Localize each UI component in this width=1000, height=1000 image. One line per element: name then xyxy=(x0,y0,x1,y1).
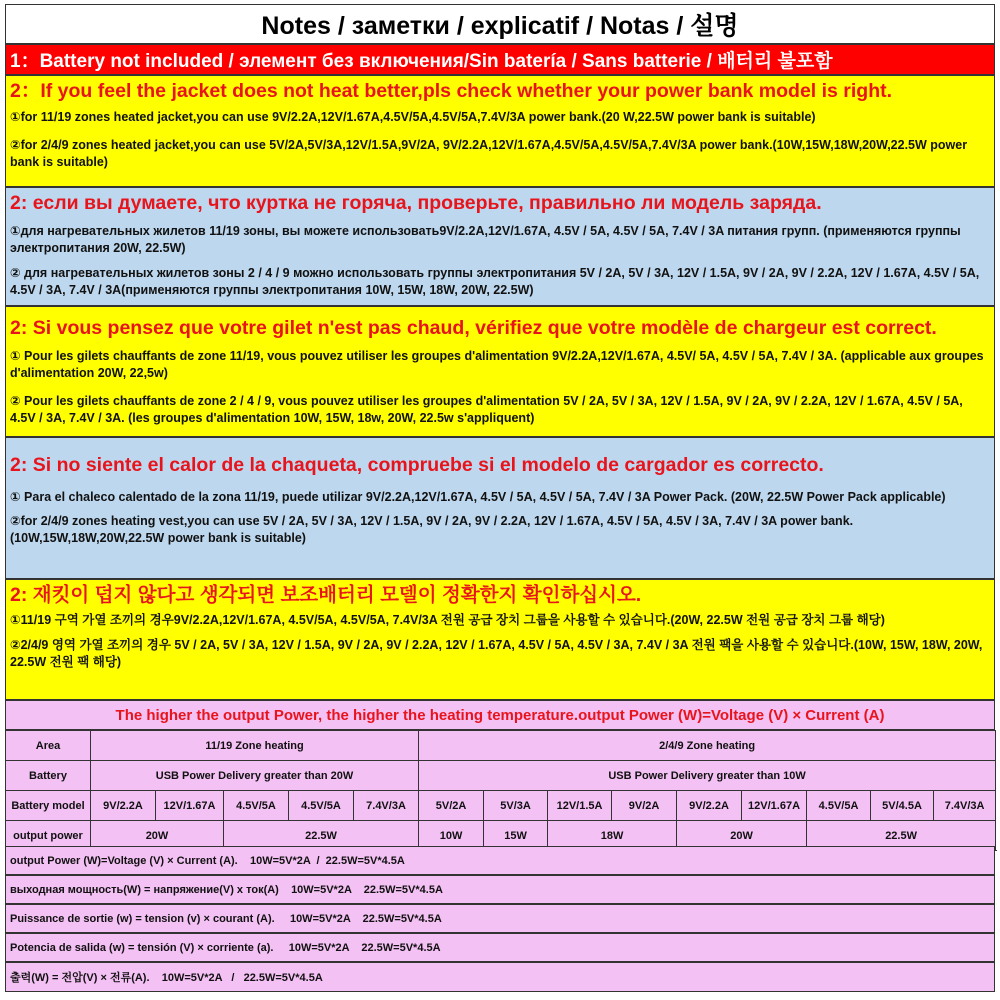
battery-model-cell: 12V/1.67A xyxy=(156,791,224,821)
area-2-4-9: 2/4/9 Zone heating xyxy=(419,731,996,761)
section-heading: 2: Si no siente el calor de la chaqueta, compruebe si el modelo de cargador es correcto. xyxy=(10,454,824,476)
formula-line-french: Puissance de sortie (w) = tension (v) × courant (A). 10W=5V*2A 22.5W=5V*4.5A xyxy=(5,904,995,933)
formula-line-spanish: Potencia de salida (w) = tensión (V) × corriente (a). 10W=5V*2A 22.5W=5V*4.5A xyxy=(5,933,995,962)
section-paragraph-2: ② для нагревательных жилетов зоны 2 / 4 / 9 можно использовать группы электропитания 5V / 2A, 5V / 3A, 12V / 1.5A, 9V / 2A, 9V / 2.2A, 12V / 1.67A, 4.5V / 5A, 4.5V / 3A, 7.4V / 3A(применяются группы электропитания 10W, 15W, 18W, 20W, 22.5W) xyxy=(10,266,980,297)
section-heading: 2: Si vous pensez que votre gilet n'est pas chaud, vérifiez que votre modèle de chargeur est correct. xyxy=(10,317,937,339)
battery-model-cell: 5V/4.5A xyxy=(871,791,934,821)
section-korean xyxy=(5,579,995,700)
row-label-battery: Battery xyxy=(6,761,91,791)
power-spec-table xyxy=(5,730,996,851)
page-title: Notes / заметки / explicatif / Notas / 설명 xyxy=(5,4,995,44)
row-label-battery-model: Battery model xyxy=(6,791,91,821)
table-row xyxy=(6,791,996,821)
formula-line-russian: выходная мощность(W) = напряжение(V) х ток(A) 10W=5V*2A 22.5W=5V*4.5A xyxy=(5,875,995,904)
output-power-cell: 18W xyxy=(548,821,677,851)
section-paragraph-1: ① Para el chaleco calentado de la zona 11/19, puede utilizar 9V/2.2A,12V/1.67A, 4.5V / 5A, 4.5V / 5A, 7.4V / 3A Power Pack. (20W, 22.5W Power Pack applicable) xyxy=(10,490,946,504)
battery-model-cell: 12V/1.5A xyxy=(548,791,612,821)
output-power-cell: 15W xyxy=(484,821,548,851)
row-label-output-power: output power xyxy=(6,821,91,851)
battery-model-cell: 9V/2.2A xyxy=(91,791,156,821)
section-paragraph-1: ①11/19 구역 가열 조끼의 경우9V/2.2A,12V/1.67A, 4.5V/5A, 4.5V/5A, 7.4V/3A 전원 공급 장치 그룹을 사용할 수 있습니다.(20W, 22.5W 전원 공급 장치 그룹 해당) xyxy=(10,613,885,627)
battery-model-cell: 5V/2A xyxy=(419,791,484,821)
battery-model-cell: 4.5V/5A xyxy=(224,791,289,821)
table-row xyxy=(6,761,996,791)
section-heading: 2: если вы думаете, что куртка не горяча, проверьте, правильно ли модель заряда. xyxy=(10,192,822,214)
formula-line-english: output Power (W)=Voltage (V) × Current (A). 10W=5V*2A / 22.5W=5V*4.5A xyxy=(5,846,995,875)
battery-model-cell: 7.4V/3A xyxy=(934,791,996,821)
section-english xyxy=(5,75,995,187)
output-power-cell: 22.5W xyxy=(224,821,419,851)
battery-requirement-20w: USB Power Delivery greater than 20W xyxy=(91,761,419,791)
section-paragraph-1: ①for 11/19 zones heated jacket,you can use 9V/2.2A,12V/1.67A,4.5V/5A,4.5V/5A,7.4V/3A power bank.(20 W,22.5W power bank is suitable) xyxy=(10,110,816,124)
section-paragraph-2: ②2/4/9 영역 가열 조끼의 경우 5V / 2A, 5V / 3A, 12V / 1.5A, 9V / 2A, 9V / 2.2A, 12V / 1.67A, 4.5V / 5A, 4.5V / 3A, 7.4V / 3A 전원 팩을 사용할 수 있습니다.(10W, 15W, 18W, 20W, 22.5W 전원 팩 해당) xyxy=(10,638,983,669)
battery-model-cell: 7.4V/3A xyxy=(354,791,419,821)
section-paragraph-2: ②for 2/4/9 zones heating vest,you can use 5V / 2A, 5V / 3A, 12V / 1.5A, 9V / 2A, 9V / 2.2A, 12V / 1.67A, 4.5V / 5A, 4.5V / 3A, 7.4V / 3A power bank.(10W,15W,18W,20W,22.5W power bank is suitable) xyxy=(10,514,854,545)
battery-note-banner: 1：Battery not included / элемент без включения/Sin batería / Sans batterie / 배터리 불포함 xyxy=(5,44,995,75)
section-heading: 2: 재킷이 덥지 않다고 생각되면 보조배터리 모델이 정확한지 확인하십시오. xyxy=(10,584,642,606)
row-label-area: Area xyxy=(6,731,91,761)
section-paragraph-2: ② Pour les gilets chauffants de zone 2 / 4 / 9, vous pouvez utiliser les groupes d'alimentation 5V / 2A, 5V / 3A, 12V / 1.5A, 9V / 2A, 9V / 2.2A, 12V / 1.67A, 4.5V / 5A, 4.5V / 3A, 7.4V / 3A. (les groupes d'alimentation 10W, 15W, 18w, 20W, 22.5w s'appliquent) xyxy=(10,394,963,425)
section-paragraph-2: ②for 2/4/9 zones heated jacket,you can use 5V/2A,5V/3A,12V/1.5A,9V/2A, 9V/2.2A,12V/1.67A,4.5V/5A,4.5V/5A,7.4V/3A power bank.(10W,15W,18W,20W,22.5W power bank is suitable) xyxy=(10,138,968,169)
section-heading: 2：If you feel the jacket does not heat better,pls check whether your power bank model is right. xyxy=(10,80,893,102)
battery-model-cell: 5V/3A xyxy=(484,791,548,821)
section-russian xyxy=(5,187,995,306)
area-11-19: 11/19 Zone heating xyxy=(91,731,419,761)
battery-model-cell: 9V/2.2A xyxy=(677,791,742,821)
formula-line-korean: 출력(W) = 전압(V) × 전류(A). 10W=5V*2A / 22.5W=5V*4.5A xyxy=(5,962,995,992)
battery-model-cell: 4.5V/5A xyxy=(807,791,871,821)
section-french xyxy=(5,306,995,437)
battery-requirement-10w: USB Power Delivery greater than 10W xyxy=(419,761,996,791)
output-power-cell: 22.5W xyxy=(807,821,996,851)
battery-model-cell: 9V/2A xyxy=(612,791,677,821)
section-spanish xyxy=(5,437,995,579)
output-power-cell: 20W xyxy=(677,821,807,851)
battery-model-cell: 12V/1.67A xyxy=(742,791,807,821)
table-row xyxy=(6,731,996,761)
power-formula-heading: The higher the output Power, the higher the heating temperature.output Power (W)=Voltage (V) × Current (A) xyxy=(5,700,995,730)
output-power-cell: 10W xyxy=(419,821,484,851)
section-paragraph-1: ① Pour les gilets chauffants de zone 11/19, vous pouvez utiliser les groupes d'alimentation 9V/2.2A,12V/1.67A, 4.5V/ 5A, 4.5V / 5A, 7.4V / 3A. (applicable aux groupes d'alimentation 20W, 22,5w) xyxy=(10,349,984,380)
output-power-cell: 20W xyxy=(91,821,224,851)
section-paragraph-1: ①для нагревательных жилетов 11/19 зоны, вы можете использовать9V/2.2A,12V/1.67A, 4.5V / 5A, 4.5V / 5A, 7.4V / 3A питания групп. (применяются группы электропитания 20W, 22.5W) xyxy=(10,224,961,255)
battery-model-cell: 4.5V/5A xyxy=(289,791,354,821)
